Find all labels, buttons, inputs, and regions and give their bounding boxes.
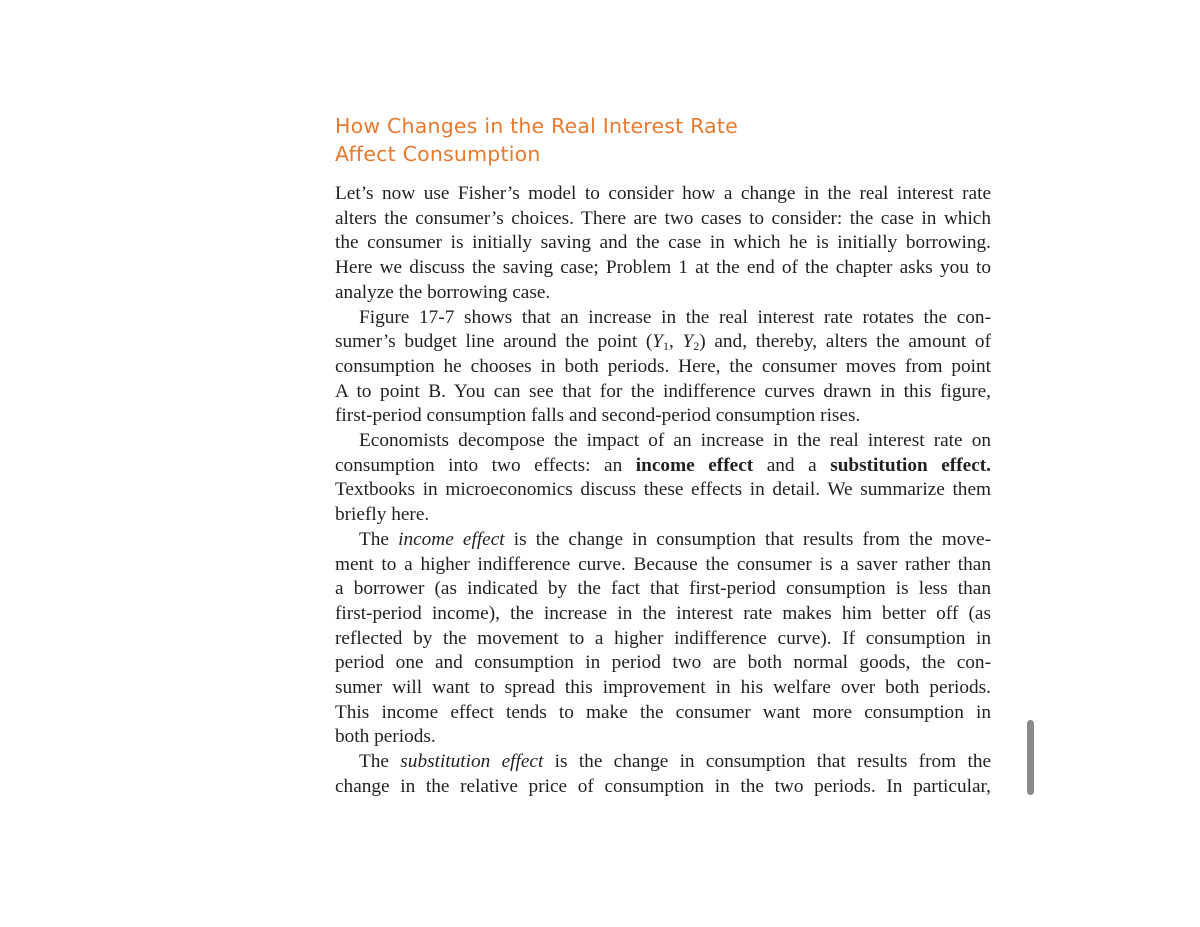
term-income-effect: income effect (635, 454, 754, 476)
text-line: Economists decompose the impact of an increase in the real interest rate on (359, 430, 991, 452)
text-line: a borrower (as indicated by the fact that first-period consumption is less than (335, 578, 991, 600)
text-line: period one and consumption in period two are both normal goods, the con- (335, 652, 991, 674)
page-content (335, 112, 991, 800)
text-span: ) and, thereby, alters the amount of (699, 331, 991, 353)
text-span: is the change in consumption that results from the (543, 751, 992, 773)
variable-y: Y (652, 331, 664, 353)
text-line (335, 454, 991, 479)
term-substitution-effect: substitution effect. (830, 454, 991, 476)
subscript: 1 (663, 339, 670, 354)
text-line: change in the relative price of consumption in the two periods. In particular, (335, 775, 991, 797)
text-line: Textbooks in microeconomics discuss these effects in detail. We summarize them (335, 479, 991, 501)
text-span: The (359, 528, 399, 550)
text-line: Figure 17-7 shows that an increase in the real interest rate rotates the con- (359, 306, 991, 328)
text-line: This income effect tends to make the consumer want more consumption in (335, 701, 991, 723)
variable-y: Y (682, 331, 694, 353)
term-substitution-effect-italic: substitution effect (400, 751, 544, 773)
text-span: is the change in consumption that results from the move- (504, 528, 992, 550)
paragraph-5 (335, 750, 991, 799)
text-line: ment to a higher indifference curve. Because the consumer is a saver rather than (335, 553, 991, 575)
text-line: Let’s now use Fisher’s model to consider how a change in the real interest rate (335, 183, 991, 204)
text-span: The (359, 751, 401, 773)
text-span: , (669, 331, 683, 353)
text-line: Here we discuss the saving case; Problem 1 at the end of the chapter asks you to (335, 257, 991, 279)
text-line: reflected by the movement to a higher indifference curve). If consumption in (335, 627, 991, 649)
text-line: consumption he chooses in both periods. Here, the consumer moves from point (335, 355, 991, 377)
section-heading-line-1: How Changes in the Real Interest Rate (335, 114, 738, 138)
text-line (335, 330, 991, 355)
text-line: first-period income), the increase in the interest rate makes him better off (as (335, 602, 991, 624)
text-line (335, 528, 991, 553)
subscript: 2 (693, 339, 700, 354)
text-line: sumer will want to spread this improvement in his welfare over both periods. (335, 677, 991, 699)
text-line: alters the consumer’s choices. There are two cases to consider: the case in which (335, 207, 991, 229)
paragraph-2 (335, 306, 991, 430)
term-income-effect-italic: income effect (398, 528, 505, 550)
text-line: the consumer is initially saving and the case in which he is initially borrowing. (335, 232, 991, 254)
paragraph-4 (335, 528, 991, 750)
paragraph-3 (335, 429, 991, 528)
text-line: analyze the borrowing case. (335, 281, 551, 303)
vertical-scrollbar[interactable] (1027, 720, 1034, 795)
text-line: briefly here. (335, 504, 430, 526)
section-heading (335, 112, 991, 168)
text-span: sumer’s budget line around the point ( (335, 331, 653, 353)
text-line: first-period consumption falls and second-period consumption rises. (335, 405, 861, 427)
section-heading-line-2: Affect Consumption (335, 142, 541, 166)
text-line: A to point B. You can see that for the indifference curves drawn in this figure, (335, 380, 991, 402)
text-span: consumption into two effects: an (335, 454, 636, 476)
text-line: both periods. (335, 726, 436, 748)
body-text (335, 182, 991, 800)
paragraph-1 (335, 182, 991, 306)
text-span: and a (753, 454, 831, 476)
text-line (335, 750, 991, 775)
